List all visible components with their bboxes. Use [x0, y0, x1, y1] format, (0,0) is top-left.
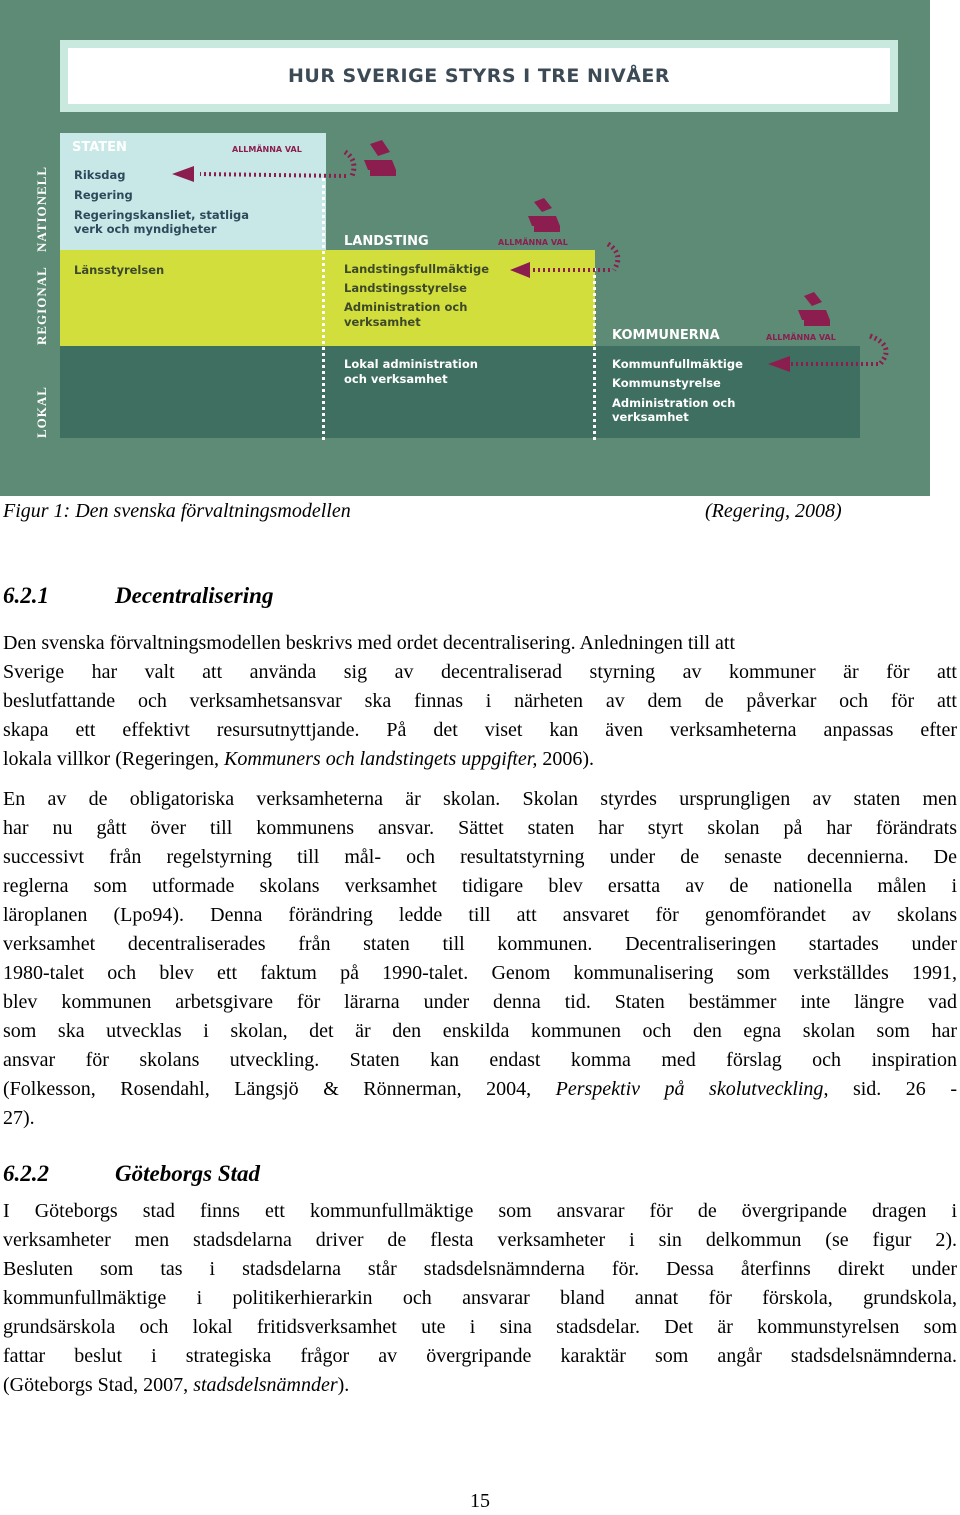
paragraph-line: 27).: [3, 1107, 35, 1129]
section-title: Decentralisering: [115, 583, 274, 608]
level-label-regional: REGIONAL: [34, 266, 49, 345]
landsting-heading: LANDSTING: [344, 234, 429, 249]
lokal-admin-item: Lokal administration: [344, 357, 478, 371]
lansstyrelsen-label: Länsstyrelsen: [74, 263, 165, 277]
allmanna-val-label: ALLMÄNNA VAL: [498, 238, 568, 247]
paragraph-line: blev kommunen arbetsgivare för lärarna under denna tid. Staten bestämmer inte längre vad: [3, 991, 957, 1013]
paragraph-line: (Göteborgs Stad, 2007, stadsdelsnämnder).: [3, 1374, 350, 1396]
level-label-lokal: LOKAL: [34, 386, 49, 438]
landsting-item: verksamhet: [344, 315, 421, 329]
paragraph-line: verksamheter men stadsdelarna driver de flesta verksamheter i sin delkommun (se figur 2).: [3, 1229, 957, 1251]
paragraph-line: kommunfullmäktige i politikerhierarkin och ansvarar bland annat för förskola, grundskola,: [3, 1287, 957, 1309]
figure-caption-source: (Regering, 2008): [705, 500, 842, 522]
paragraph-line: (Folkesson, Rosendahl, Längsjö & Rönnerman, 2004, Perspektiv på skolutveckling, sid. 26 -: [3, 1078, 957, 1100]
staten-item: Regering: [74, 188, 133, 202]
separator-dotted-landsting: [593, 268, 596, 440]
figure-title-banner: [60, 40, 898, 112]
allmanna-val-label: ALLMÄNNA VAL: [232, 145, 302, 154]
arrow-val-landsting-icon: [500, 236, 630, 286]
landsting-item: Landstingsstyrelse: [344, 281, 467, 295]
paragraph-line: verksamhet decentraliserades från staten till kommunen. Decentraliseringen startades under: [3, 933, 957, 955]
paragraph-line: reglerna som utformade skolans verksamhet tidigare blev ersatta av de nationella målen i: [3, 875, 957, 897]
allmanna-val-label: ALLMÄNNA VAL: [766, 333, 836, 342]
paragraph-line: successivt från regelstyrning till mål- och resultatstyrning under de senaste decennierna. De: [3, 846, 957, 868]
kommunerna-item: Kommunfullmäktige: [612, 357, 743, 371]
landsting-item: Landstingsfullmäktige: [344, 262, 489, 276]
paragraph-line: har nu gått över till kommunens ansvar. Sättet staten har styrt skolan på har förändrats: [3, 817, 957, 839]
paragraph-line: En av de obligatoriska verksamheterna är skolan. Skolan styrdes ursprungligen av staten men: [3, 788, 957, 810]
staten-heading: STATEN: [72, 140, 127, 155]
paragraph-line: Den svenska förvaltningsmodellen beskrivs med ordet decentralisering. Anledningen till att: [3, 632, 736, 654]
staten-item: Riksdag: [74, 168, 126, 182]
kommunerna-item: Administration och: [612, 396, 736, 410]
ballot-box-icon: [520, 196, 580, 240]
kommunerna-item: Kommunstyrelse: [612, 376, 721, 390]
paragraph-line: som ska utvecklas i skolan, det är den enskilda kommunen och den egna skolan som har: [3, 1020, 957, 1042]
kommunerna-item: verksamhet: [612, 410, 689, 424]
section-number: 6.2.1: [3, 583, 49, 608]
paragraph-line: 1980-talet och blev ett faktum på 1990-talet. Genom kommunalisering som verkställdes 1991,: [3, 962, 957, 984]
paragraph-line: läroplanen (Lpo94). Denna förändring ledde till att ansvaret för genomförandet av skolans: [3, 904, 957, 926]
paragraph-line: fattar beslut i strategiska frågor av övergripande karaktär som angår stadsdelsnämnderna.: [3, 1345, 957, 1367]
paragraph-line: beslutfattande och verksamhetsansvar ska finnas i närheten av dem de påverkar och för att: [3, 690, 957, 712]
lokal-admin-item: och verksamhet: [344, 372, 448, 386]
paragraph-line: lokala villkor (Regeringen, Kommuners och landstingets uppgifter, 2006).: [3, 748, 595, 770]
staten-item: Regeringskansliet, statliga: [74, 208, 250, 222]
governance-figure: [0, 0, 930, 496]
paragraph-line: Besluten som tas i stadsdelarna står stadsdelsnämnderna för. Dessa återfinns direkt under: [3, 1258, 957, 1280]
paragraph-line: ansvar för skolans utveckling. Staten kan endast komma med förslag och inspiration: [3, 1049, 957, 1071]
paragraph-line: skapa ett effektivt resursutnyttjande. På det viset kan även verksamheterna anpassas efter: [3, 719, 957, 741]
level-label-nationell: NATIONELL: [34, 165, 49, 252]
paragraph-line: I Göteborgs stad finns ett kommunfullmäktige som ansvarar för de övergripande dragen i: [3, 1200, 957, 1222]
figure-title: HUR SVERIGE STYRS I TRE NIVÅER: [287, 65, 671, 87]
ballot-box-icon: [790, 290, 850, 334]
landsting-item: Administration och: [344, 300, 468, 314]
arrow-val-kommunerna-icon: [760, 330, 900, 376]
paragraph-line: Sverige har valt att använda sig av decentraliserad styrning av kommuner är för att: [3, 661, 957, 683]
arrow-val-staten-icon: [160, 140, 360, 240]
paragraph-line: grundsärskola och lokal fritidsverksamhet ute i sina stadsdelar. Det är kommunstyrelsen som: [3, 1316, 957, 1338]
section-title: Göteborgs Stad: [115, 1161, 261, 1186]
kommunerna-heading: KOMMUNERNA: [612, 328, 720, 343]
section-number: 6.2.2: [3, 1161, 49, 1186]
staten-item: verk och myndigheter: [74, 222, 217, 236]
page-number: 15: [470, 1490, 490, 1512]
figure-caption: Figur 1: Den svenska förvaltningsmodellen: [3, 500, 351, 522]
